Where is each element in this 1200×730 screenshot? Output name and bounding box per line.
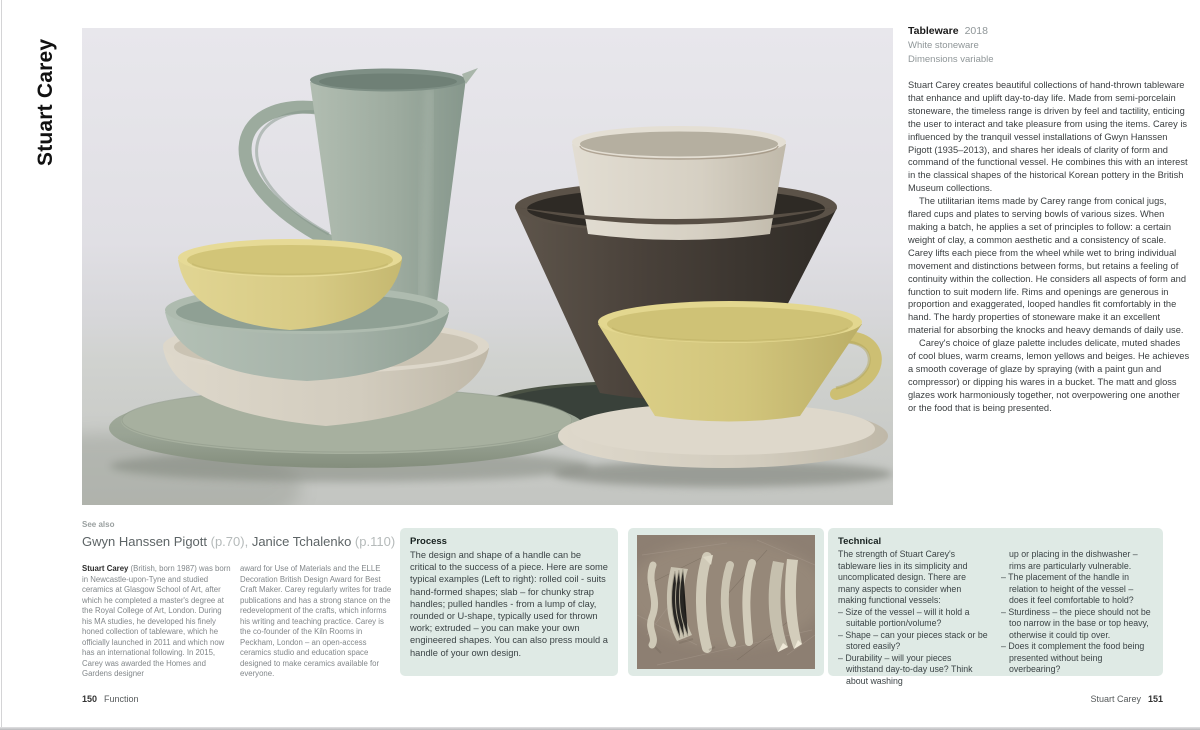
see-also-label: See also xyxy=(82,520,115,529)
process-body: The design and shape of a handle can be critical to the success of a piece. Here are some typical examples (Left to right): rolled coil - suits hand-formed shapes; slab – for chunky strap handles; pulled handles - from a lump of clay, rounded or U-shape, typically used for thrown work; extruded – you can make your own engineered shapes. You can also press mould a handle of your own design. xyxy=(410,550,608,658)
caption-body xyxy=(908,79,1190,415)
page-number-right: 151 xyxy=(1147,694,1163,704)
see-also-link-janice-tchalenko: Janice Tchalenko xyxy=(251,534,352,549)
process-panel xyxy=(400,528,618,676)
footer-right xyxy=(1090,694,1163,704)
work-title: Tableware xyxy=(908,25,959,37)
see-also-link-gwyn-hanssen-pigott: Gwyn Hanssen Pigott xyxy=(82,534,208,549)
technical-item: – Size of the vessel – will it hold a suitable portion/volume? xyxy=(838,606,970,628)
see-also-block xyxy=(82,520,412,549)
caption-column xyxy=(908,24,1190,415)
see-also-links xyxy=(82,534,412,549)
technical-item: – Does it complement the food being presented without being overbearing? xyxy=(1001,641,1145,674)
bio-column-1 xyxy=(82,564,232,680)
page-edge-left xyxy=(1,0,2,730)
technical-column-2 xyxy=(1001,549,1152,687)
caption-paragraph: Carey's choice of glaze palette includes delicate, muted shades of cool blues, warm creams, lemon yellows and beiges. He achieves a smooth coverage of glaze by spraying (with a paint gun and compressor) or dipping his wares in a bucket. The matt and gloss glazes work harmoniously together, not overpowering one another or the food that is being presented. xyxy=(908,338,1190,413)
rolled-coil-handle xyxy=(651,565,655,645)
tableware-photo-art xyxy=(82,28,893,505)
footer-left xyxy=(82,694,139,704)
technical-continuation: up or placing in the dishwasher – rims are particularly vulnerable. xyxy=(1009,549,1138,571)
handles-photo xyxy=(637,535,815,669)
spine-title: Stuart Carey xyxy=(34,38,57,166)
bio-lead-name: Stuart Carey xyxy=(82,564,129,573)
maker-label: Stuart Carey xyxy=(1090,694,1141,704)
technical-item: – The placement of the handle in relation to height of the vessel – does it feel comfortable to hold? xyxy=(1001,572,1134,605)
caption-paragraph: Stuart Carey creates beautiful collections of hand-thrown tableware that enhance and uplift day-to-day life. Made from semi-porcelain stoneware, the timeless range is driven by feel and tactility, enticing the user to interact and take pleasure from using the items. Carey is influenced by the tranquil vessel installations of Gwyn Hanssen Pigott (1935–2013), and shares her ideals of clarity of form and command of the functional vessel. He combines this with an interest in the classical shapes of the historical Korean pottery in the British Museum collections. xyxy=(908,80,1188,194)
work-year: 2018 xyxy=(964,25,988,37)
technical-heading: Technical xyxy=(838,536,882,547)
section-label: Function xyxy=(104,694,139,704)
see-also-pageref: (p.110) xyxy=(351,534,396,549)
bio-text: (British, born 1987) was born in Newcastle-upon-Tyne and studied ceramics at Glasgow School of Art, after which he completed a master's degree at the Royal College of Art, London. During his MA studies, he developed his finely honed collection of tableware, which he officially launched in 2011 and which now has an international following. In 2015, Carey was awarded the Homes and Gardens designer xyxy=(82,564,231,678)
handles-photo-panel xyxy=(628,528,824,676)
technical-column-1 xyxy=(838,549,989,687)
see-also-pageref: (p.70), xyxy=(207,534,252,549)
technical-intro: The strength of Stuart Carey's tableware lies in its simplicity and uncomplicated design. There are many aspects to consider when making functional vessels: xyxy=(838,549,968,605)
page-number-left: 150 xyxy=(82,694,98,704)
bio-column-2: award for Use of Materials and the ELLE Decoration British Design Award for Best Craft Maker. Carey regularly writes for trade publications and has a strong stance on the redevelopment of the crafts, which informs his writing and teaching practice. Carey is the co-founder of the Kiln Rooms in Peckham, London – an open-access ceramics studio and education space designed to make ceramics available for everyone. xyxy=(240,564,392,678)
technical-item: – Shape – can your pieces stack or be stored easily? xyxy=(838,629,988,651)
work-dimensions: Dimensions variable xyxy=(908,53,994,65)
work-material: White stoneware xyxy=(908,40,979,51)
technical-panel xyxy=(828,528,1163,686)
technical-item: – Sturdiness – the piece should not be too narrow in the base or top heavy, otherwise it could tip over. xyxy=(1001,606,1151,640)
caption-paragraph: The utilitarian items made by Carey range from conical jugs, flared cups and plates to serving bowls of various sizes. When making a batch, he applies a set of principles to follow: a certain weight of clay, a common aesthetic and a consistency of scale. Carey lifts each piece from the wheel while wet to bring individual movement and distinctions between forms, but retains a feeling of continuity within the collection. He considers all aspects of form and function to suit modern life. Rims and openings are generous in proportion and exaggerated, looped handles fit comfortably in the hand. The hardy properties of stoneware make it an excellent material for absorbing the knocks and heavy demands of daily use. xyxy=(908,196,1187,336)
process-heading: Process xyxy=(410,536,447,547)
tableware-photo xyxy=(82,28,893,505)
technical-item: – Durability – will your pieces withstand day-to-day use? Think about washing xyxy=(838,652,973,686)
